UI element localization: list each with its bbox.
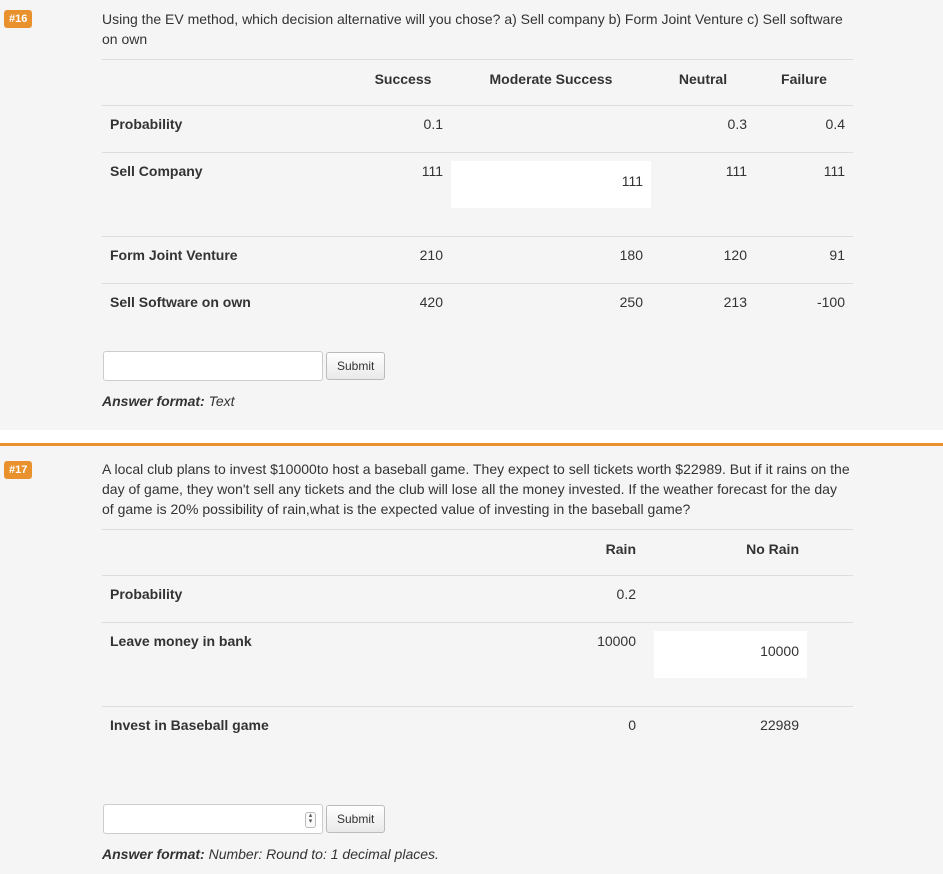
row-label: Probability: [102, 106, 355, 153]
table-header-row: [102, 530, 853, 576]
table-cell: [652, 623, 853, 707]
question-separator: [0, 430, 943, 446]
table-cell: 210: [355, 237, 451, 284]
table-cell: [451, 106, 651, 153]
answer-format-label: Answer format:: [102, 393, 205, 409]
table-cell: 0.3: [651, 106, 755, 153]
table-cell: 213: [651, 284, 755, 331]
question-number-badge: #16: [4, 10, 32, 28]
table-cell: 250: [451, 284, 651, 331]
row-label: Form Joint Venture: [102, 237, 355, 284]
header-cell: No Rain: [652, 530, 853, 576]
table-cell: 111: [651, 153, 755, 237]
header-cell: Success: [355, 60, 451, 106]
highlighted-cell: 10000: [654, 631, 807, 678]
row-label: Invest in Baseball game: [102, 707, 502, 754]
table-header-row: [102, 60, 853, 106]
question-text: A local club plans to invest $10000to host a baseball game. They expect to sell tickets worth $22989. But if it rains on the day of game, they won't sell any tickets and the club will lose all the money invested. If the weather forecast for the day of game is 20% possibility of rain,what is the expected value of investing in the baseball game?: [102, 461, 850, 517]
answer-input[interactable]: [103, 351, 323, 381]
table-cell: 0.1: [355, 106, 451, 153]
answer-format: [102, 393, 235, 409]
table-cell: 0.2: [502, 576, 652, 623]
spinner-icon[interactable]: ▴ ▾: [305, 812, 316, 828]
table-row: [102, 707, 853, 754]
table-cell: 111: [355, 153, 451, 237]
header-cell: Rain: [502, 530, 652, 576]
row-label: Sell Company: [102, 153, 355, 237]
header-cell: Failure: [755, 60, 853, 106]
header-cell: Moderate Success: [451, 60, 651, 106]
submit-button[interactable]: Submit: [326, 805, 385, 833]
submit-button[interactable]: Submit: [326, 352, 385, 380]
table-row: [102, 237, 853, 284]
answer-format: [102, 846, 439, 862]
table-cell: 22989: [652, 707, 853, 754]
highlighted-cell: 111: [451, 161, 651, 208]
table-cell: [451, 153, 651, 237]
answer-format-value: Number: Round to: 1 decimal places.: [208, 846, 439, 862]
table-cell: 111: [755, 153, 853, 237]
table-row: [102, 576, 853, 623]
question-text: Using the EV method, which decision alternative will you chose? a) Sell company b) Form Joint Venture c) Sell software on own: [102, 11, 843, 47]
row-label: Sell Software on own: [102, 284, 355, 331]
table-cell: 120: [651, 237, 755, 284]
table-cell: 10000: [502, 623, 652, 707]
header-cell: Neutral: [651, 60, 755, 106]
table-cell: -100: [755, 284, 853, 331]
table-cell: 180: [451, 237, 651, 284]
table-row: [102, 153, 853, 237]
table-row: [102, 284, 853, 331]
answer-number-input[interactable]: [103, 804, 323, 834]
answer-format-label: Answer format:: [102, 846, 205, 862]
payoff-table: [102, 59, 853, 331]
table-row: [102, 106, 853, 153]
row-label: Probability: [102, 576, 502, 623]
table-cell: [652, 576, 853, 623]
table-row: [102, 623, 853, 707]
header-cell: [102, 60, 355, 106]
table-cell: 0: [502, 707, 652, 754]
row-label: Leave money in bank: [102, 623, 502, 707]
table-cell: 420: [355, 284, 451, 331]
payoff-table: [102, 529, 853, 754]
table-cell: 91: [755, 237, 853, 284]
answer-format-value: Text: [208, 393, 235, 409]
table-cell: 0.4: [755, 106, 853, 153]
question-number-badge: #17: [4, 461, 32, 479]
question-16: [0, 0, 943, 430]
header-cell: [102, 530, 502, 576]
question-17: [0, 446, 943, 874]
